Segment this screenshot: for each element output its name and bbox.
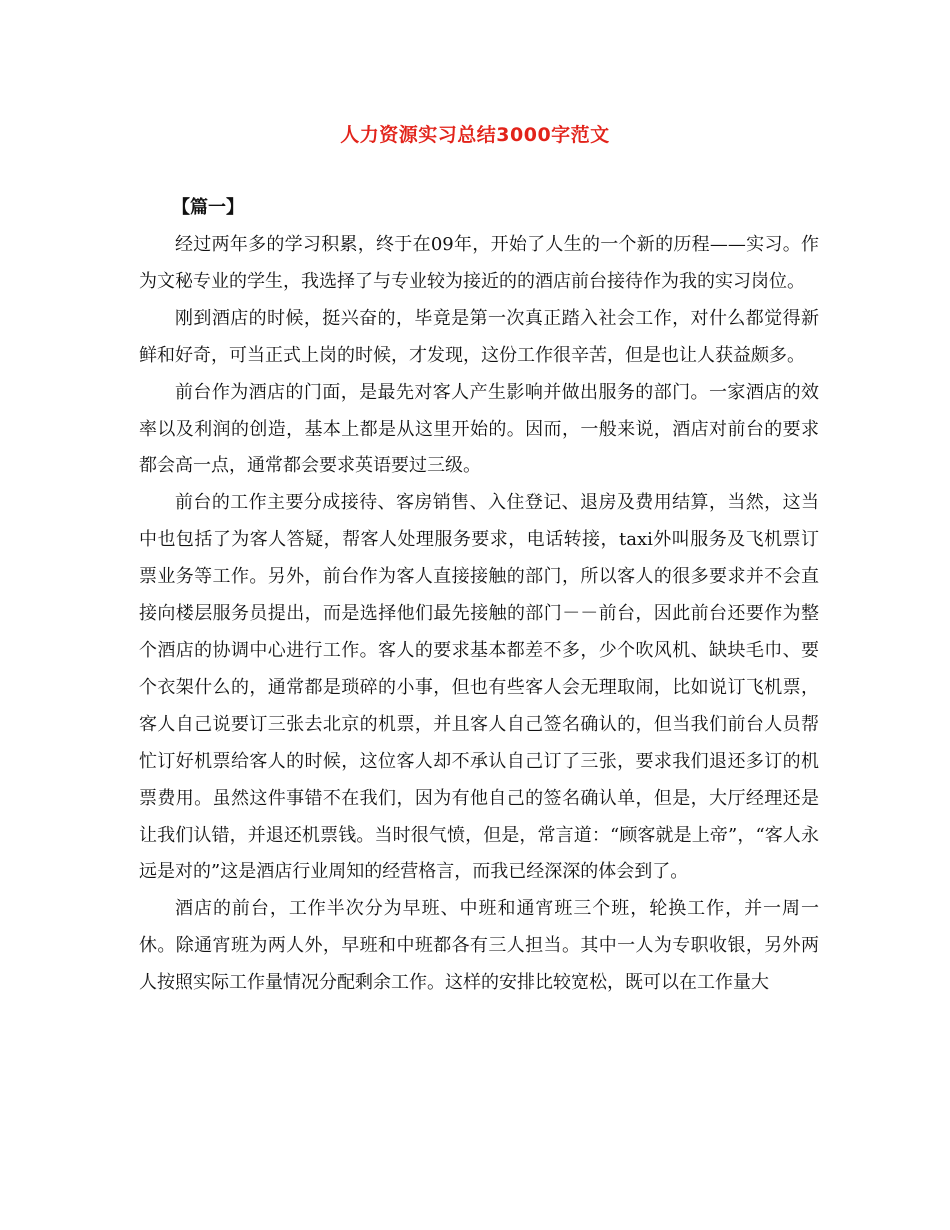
paragraph: 刚到酒店的时候，挺兴奋的，毕竟是第一次真正踏入社会工作，对什么都觉得新鲜和好奇，可当正式上岗的时候，才发现，这份工作很辛苦，但是也让人获益颇多。 bbox=[139, 307, 819, 366]
paragraph: 酒店的前台，工作半次分为早班、中班和通宵班三个班，轮换工作，并一周一休。除通宵班为两人外，早班和中班都各有三人担当。其中一人为专职收银，另外两人按照实际工作量情况分配剩余工作。这样的安排比较宽松，既可以在工作量大 bbox=[139, 898, 819, 994]
document-title: 人力资源实习总结3000字范文 bbox=[340, 124, 610, 146]
paragraph: 前台的工作主要分成接待、客房销售、入住登记、退房及费用结算，当然，这当中也包括了为客人答疑，帮客人处理服务要求，电话转接，taxi外叫服务及飞机票订票业务等工作。另外，前台作为客人直接接触的部门，所以客人的很多要求并不会直接向楼层服务员提出，而是选择他们最先接触的部门－－前台，因此前台还要作为整个酒店的协调中心进行工作。客人的要求基本都差不多，少个吹风机、缺块毛巾、要个衣架什么的，通常都是琐碎的小事，但也有些客人会无理取闹，比如说订飞机票，客人自己说要订三张去北京的机票，并且客人自己签名确认的，但当我们前台人员帮忙订好机票给客人的时候，这位客人却不承认自己订了三张，要求我们退还多订的机票费用。虽然这件事错不在我们，因为有他自己的签名确认单，但是，大厅经理还是让我们认错，并退还机票钱。当时很气愤，但是，常言道：“顾客就是上帝”，“客人永远是对的”这是酒店行业周知的经营格言，而我已经深深的体会到了。 bbox=[139, 492, 819, 883]
section-label: 【篇一】 bbox=[172, 197, 244, 218]
paragraph: 经过两年多的学习积累，终于在09年，开始了人生的一个新的历程——实习。作为文秘专业的学生，我选择了与专业较为接近的的酒店前台接待作为我的实习岗位。 bbox=[139, 234, 819, 292]
document-body bbox=[139, 227, 819, 1002]
paragraph: 前台作为酒店的门面，是最先对客人产生影响并做出服务的部门。一家酒店的效率以及利润的创造，基本上都是从这里开始的。因而，一般来说，酒店对前台的要求都会高一点，通常都会要求英语要过三级。 bbox=[139, 381, 819, 477]
